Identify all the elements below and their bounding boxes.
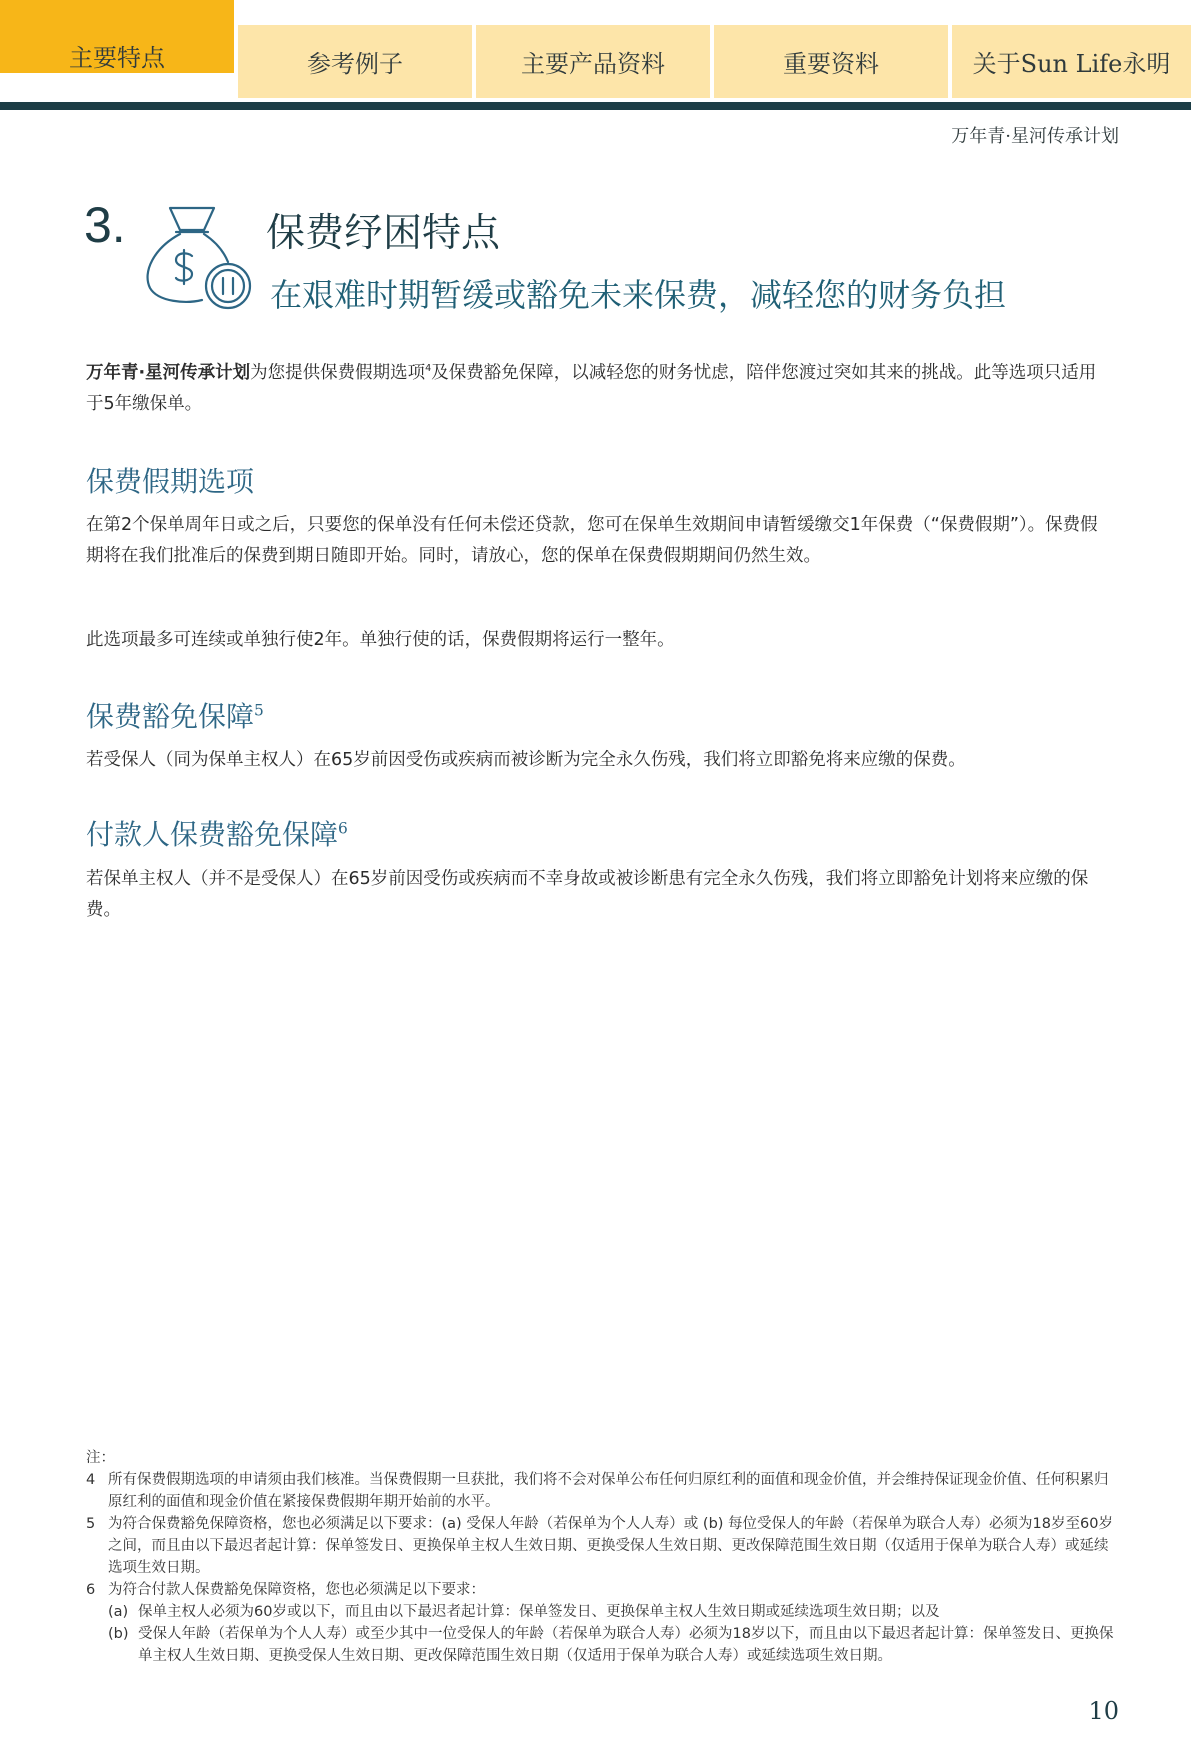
intro-text-a: 为您提供保费假期选项 [250,363,426,383]
page-number: 10 [1088,1697,1119,1725]
footnote-text: 所有保费假期选项的申请须由我们核准。当保费假期一旦获批，我们将不会对保单公布任何归原红利的面值和现金价值，并会维持保证现金价值、任何积累归原红利的面值和现金价值在紧接保费假期年期开始前的水平。 [108,1472,1109,1510]
footnote-6b [86,1623,1116,1667]
premium-holiday-paragraph-2: 此选项最多可连续或单独行使2年。单独行使的话，保费假期将运行一整年。 [86,630,675,650]
intro-paragraph [86,358,1106,420]
footnote-ref-6[interactable]: 6 [338,819,348,838]
footnote-sub-label: (a) [108,1604,129,1620]
section-subtitle: 在艰难时期暂缓或豁免未来保费，减轻您的财务负担 [270,276,1007,314]
footnote-sub-label: (b) [108,1626,129,1642]
footnote-6a [86,1601,1116,1623]
tab-key-features[interactable]: 主要特点 [0,0,234,73]
footnote-ref-4[interactable]: 4 [425,363,432,375]
premium-waiver-heading-text: 保费豁免保障 [86,700,255,733]
running-header: 万年青·星河传承计划 [951,126,1119,147]
premium-waiver-paragraph: 若受保人（同为保单主权人）在65岁前因受伤或疾病而被诊断为完全永久伤残，我们将立即豁免将来应缴的保费。 [86,750,966,770]
footnote-sub-text: 保单主权人必须为60岁或以下，而且由以下最迟者起计算：保单签发日、更换保单主权人生效日期或延续选项生效日期；以及 [138,1604,940,1620]
section-number: 3. [84,197,126,253]
notes-label: 注： [86,1450,115,1466]
top-nav [0,0,1191,102]
premium-holiday-heading: 保费假期选项 [86,465,255,498]
footnote-number: 5 [86,1516,96,1532]
payor-waiver-paragraph: 若保单主权人（并不是受保人）在65岁前因受伤或疾病而不幸身故或被诊断患有完全永久伤残，我们将立即豁免计划将来应缴的保费。 [86,869,1089,920]
tab-important-info[interactable]: 重要资料 [714,25,948,98]
section-title: 保费纾困特点 [266,211,501,256]
money-bag-icon [136,200,256,310]
footnote-ref-5[interactable]: 5 [254,701,264,720]
product-name: 万年青·星河传承计划 [86,363,251,383]
tab-examples[interactable]: 参考例子 [238,25,472,98]
footnote-6 [86,1579,1116,1601]
payor-waiver-heading [86,813,348,853]
footnote-number: 4 [86,1472,96,1488]
footnote-5 [86,1513,1116,1579]
footnote-text: 为符合付款人保费豁免保障资格，您也必须满足以下要求： [108,1582,485,1598]
tab-about-sun-life[interactable]: 关于Sun Life永明 [952,25,1191,98]
intro-text-b: 及保费豁免保障，以减轻您的财务忧虑，陪伴您渡过突如其来的挑战。此等选项只适用于5年缴保单。 [86,363,1097,414]
footnotes [86,1447,1116,1667]
premium-waiver-heading [86,695,264,735]
footnote-sub-text: 受保人年龄（若保单为个人人寿）或至少其中一位受保人的年龄（若保单为联合人寿）必须为18岁以下，而且由以下最迟者起计算：保单签发日、更换保单主权人生效日期、更换受保人生效日期、更改保障范围生效日期（仅适用于保单为联合人寿）或延续选项生效日期。 [138,1626,1114,1664]
tab-product-info[interactable]: 主要产品资料 [476,25,710,98]
premium-holiday-paragraph-1: 在第2个保单周年日或之后，只要您的保单没有任何未偿还贷款，您可在保单生效期间申请暂缓缴交1年保费（“保费假期”）。保费假期将在我们批准后的保费到期日随即开始。同时，请放心，您的保单在保费假期期间仍然生效。 [86,515,1098,566]
footnote-text: 为符合保费豁免保障资格，您也必须满足以下要求：(a) 受保人年龄（若保单为个人人寿）或 (b) 每位受保人的年龄（若保单为联合人寿）必须为18岁至60岁之间，而且由以下最迟者起计算：保单签发日、更换保单主权人生效日期、更换受保人生效日期、更改保障范围生效日期（仅适用于保单为联合人寿）或延续选项生效日期。 [108,1516,1113,1576]
nav-underline [0,102,1191,110]
payor-waiver-heading-text: 付款人保费豁免保障 [86,818,339,851]
footnote-number: 6 [86,1582,96,1598]
footnote-4 [86,1469,1116,1513]
